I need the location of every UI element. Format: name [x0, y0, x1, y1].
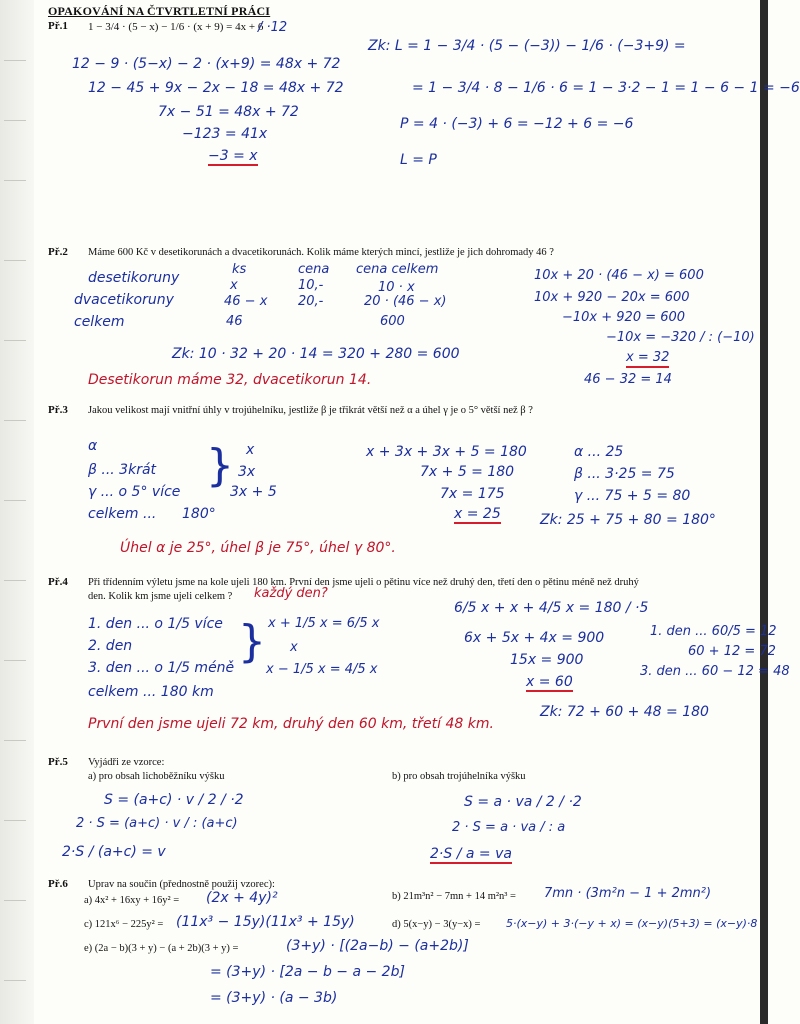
coins-row-total-count: 46 — [226, 314, 243, 329]
exercise-6-label: Př.6 — [48, 878, 68, 890]
exercise-5b-step-2: 2 · S = a · va / : a — [452, 820, 566, 835]
coins-row-total-label: celkem — [74, 314, 125, 330]
day-1-row: 1. den ... o 1/5 více — [88, 616, 223, 632]
exercise-5b-step-1: S = a · va / 2 / ·2 — [464, 794, 582, 810]
exercise-3-beta-value: β ... 3·25 = 75 — [574, 466, 675, 482]
margin-mark — [4, 340, 26, 341]
exercise-5b-label: b) pro obsah trojúhelníka výšku — [392, 771, 526, 782]
exercise-2-step-4: −10x = −320 / : (−10) — [606, 330, 755, 345]
margin-mark — [4, 580, 26, 581]
day-2-row: 2. den — [88, 638, 133, 654]
margin-mark — [4, 60, 26, 61]
day-1-expr: x + 1/5 x = 6/5 x — [268, 616, 380, 631]
angle-total-value: 180° — [182, 506, 216, 522]
scan-edge — [760, 0, 768, 1024]
exercise-2-check: Zk: 10 · 32 + 20 · 14 = 320 + 280 = 600 — [172, 346, 460, 362]
exercise-6d-task: d) 5(x−y) − 3(y−x) = — [392, 919, 481, 930]
brace-mark: } — [206, 440, 234, 491]
day-2-expr: x — [290, 640, 298, 655]
exercise-1-step-2: 12 − 45 + 9x − 2x − 18 = 48x + 72 — [88, 80, 344, 96]
exercise-3-check: Zk: 25 + 75 + 80 = 180° — [540, 512, 716, 528]
coins-row-tens-count: x — [230, 278, 238, 293]
exercise-4-check: Zk: 72 + 60 + 48 = 180 — [540, 704, 709, 720]
angle-alpha-expr: x — [246, 442, 255, 458]
margin-mark — [4, 500, 26, 501]
exercise-4-correction: každý den? — [254, 586, 328, 601]
exercise-1-result: −3 = x — [208, 148, 258, 164]
coins-table-head-total: cena celkem — [356, 262, 439, 277]
exercise-6c-answer: (11x³ − 15y)(11x³ + 15y) — [176, 914, 355, 930]
angle-beta-row: β ... 3krát — [88, 462, 157, 478]
margin-mark — [4, 900, 26, 901]
exercise-3-step-2: 7x + 5 = 180 — [420, 464, 515, 480]
coins-row-twenties-total: 20 · (46 − x) — [364, 294, 447, 309]
exercise-2-task: Máme 600 Kč v desetikorunách a dvacetikorunách. Kolik máme kterých mincí, jestliže je jich dohromady 46 ? — [88, 247, 554, 258]
exercise-4-result: x = 60 — [526, 674, 573, 690]
exercise-1-step-1: 12 − 9 · (5−x) − 2 · (x+9) = 48x + 72 — [72, 56, 341, 72]
margin-mark — [4, 180, 26, 181]
exercise-6d-answer: 5·(x−y) + 3·(−y + x) = (x−y)(5+3) = (x−y)·8 — [506, 917, 758, 930]
day-3-row: 3. den ... o 1/5 méně — [88, 660, 235, 676]
exercise-2-step-1: 10x + 20 · (46 − x) = 600 — [534, 268, 704, 283]
exercise-5a-step-2: 2 · S = (a+c) · v / : (a+c) — [76, 816, 238, 831]
exercise-5-label: Př.5 — [48, 756, 68, 768]
exercise-1-label: Př.1 — [48, 20, 68, 32]
exercise-2-step-3: −10x + 920 = 600 — [562, 310, 686, 325]
exercise-2-step-2: 10x + 920 − 20x = 600 — [534, 290, 690, 305]
exercise-4-day-1-value: 60 + 12 = 72 — [688, 644, 776, 659]
exercise-2-answer: Desetikorun máme 32, dvacetikorun 14. — [88, 372, 372, 388]
exercise-3-gamma-value: γ ... 75 + 5 = 80 — [574, 488, 691, 504]
coins-row-tens-label: desetikoruny — [88, 270, 180, 286]
coins-row-twenties-count: 46 − x — [224, 294, 268, 309]
exercise-4-day-3-calc: 3. den ... 60 − 12 = 48 — [640, 664, 790, 679]
brace-mark: } — [238, 616, 266, 667]
exercise-4-step-3: 15x = 900 — [510, 652, 584, 668]
angle-total-row: celkem ... — [88, 506, 157, 522]
exercise-1-check-equal: L = P — [400, 152, 437, 168]
exercise-4-day-1-calc: 1. den ... 60/5 = 12 — [650, 624, 777, 639]
coins-row-tens-price: 10,- — [298, 278, 324, 293]
margin-mark — [4, 260, 26, 261]
exercise-3-alpha-value: α ... 25 — [574, 444, 624, 460]
exercise-5a-label: a) pro obsah lichoběžníku výšku — [88, 771, 225, 782]
exercise-6a-task: a) 4x² + 16xy + 16y² = — [84, 895, 180, 906]
margin-mark — [4, 980, 26, 981]
exercise-4-step-2: 6x + 5x + 4x = 900 — [464, 630, 605, 646]
exercise-2-remainder: 46 − 32 = 14 — [584, 372, 672, 387]
angle-gamma-expr: 3x + 5 — [230, 484, 277, 500]
exercise-1-check-right: P = 4 · (−3) + 6 = −12 + 6 = −6 — [400, 116, 634, 132]
exercise-4-task-line-2: den. Kolik km jsme ujeli celkem ? — [88, 591, 233, 602]
exercise-6c-task: c) 121x⁶ − 225y² = — [84, 919, 164, 930]
coins-row-total-value: 600 — [380, 314, 405, 329]
exercise-5a-step-1: S = (a+c) · v / 2 / ·2 — [104, 792, 244, 808]
exercise-6e-task: e) (2a − b)(3 + y) − (a + 2b)(3 + y) = — [84, 943, 239, 954]
angle-alpha-row: α — [88, 438, 98, 454]
exercise-1-task: 1 − 3/4 · (5 − x) − 1/6 · (x + 9) = 4x + 6 — [88, 21, 264, 33]
day-3-expr: x − 1/5 x = 4/5 x — [266, 662, 378, 677]
exercise-6a-answer: (2x + 4y)² — [206, 890, 278, 906]
exercise-1-multiplier: / ·12 — [258, 20, 288, 35]
exercise-5a-result: 2·S / (a+c) = v — [62, 844, 166, 860]
exercise-6-task: Uprav na součin (přednostně použij vzorec): — [88, 879, 275, 890]
exercise-6e-step-1: (3+y) · [(2a−b) − (a+2b)] — [286, 938, 469, 954]
exercise-4-task-line-1: Při třídenním výletu jsme na kole ujeli 180 km. První den jsme ujeli o pětinu více než druhý den, třetí den o pětinu méně než druhý — [88, 577, 639, 588]
exercise-1-check-left-eval: = 1 − 3/4 · 8 − 1/6 · 6 = 1 − 3·2 − 1 = 1 − 6 − 1 = −6 — [412, 80, 800, 96]
margin-mark — [4, 120, 26, 121]
exercise-4-step-1: 6/5 x + x + 4/5 x = 180 / ·5 — [454, 600, 649, 616]
angle-beta-expr: 3x — [238, 464, 256, 480]
exercise-6e-step-2: = (3+y) · [2a − b − a − 2b] — [210, 964, 405, 980]
coins-table-head-price: cena — [298, 262, 330, 277]
exercise-6b-answer: 7mn · (3m²n − 1 + 2mn²) — [544, 886, 712, 901]
exercise-1-check-left: Zk: L = 1 − 3/4 · (5 − (−3)) − 1/6 · (−3+9) = — [368, 38, 686, 54]
coins-row-twenties-label: dvacetikoruny — [74, 292, 174, 308]
exercise-4-label: Př.4 — [48, 576, 68, 588]
margin-mark — [4, 740, 26, 741]
coins-row-twenties-price: 20,- — [298, 294, 324, 309]
exercise-3-step-3: 7x = 175 — [440, 486, 505, 502]
exercise-3-step-1: x + 3x + 3x + 5 = 180 — [366, 444, 527, 460]
coins-row-tens-total: 10 · x — [378, 280, 415, 295]
exercise-6e-step-3: = (3+y) · (a − 3b) — [210, 990, 338, 1006]
margin-mark — [4, 420, 26, 421]
exercise-3-result: x = 25 — [454, 506, 501, 522]
exercise-2-label: Př.2 — [48, 246, 68, 258]
exercise-3-answer: Úhel α je 25°, úhel β je 75°, úhel γ 80°. — [120, 540, 396, 556]
exercise-3-task: Jakou velikost mají vnitřní úhly v trojúhelníku, jestliže β je třikrát větší než α a úhel γ je o 5° větší než β ? — [88, 405, 533, 416]
days-total-row: celkem ... 180 km — [88, 684, 214, 700]
margin-mark — [4, 660, 26, 661]
margin-mark — [4, 820, 26, 821]
exercise-2-result: x = 32 — [626, 350, 669, 368]
page-title: OPAKOVÁNÍ NA ČTVRTLETNÍ PRÁCI — [48, 4, 271, 18]
exercise-3-label: Př.3 — [48, 404, 68, 416]
coins-table-head-count: ks — [232, 262, 247, 277]
exercise-5-task: Vyjádři ze vzorce: — [88, 757, 165, 768]
exercise-6b-task: b) 21m³n² − 7mn + 14 m²n³ = — [392, 891, 516, 902]
exercise-1-step-4: −123 = 41x — [182, 126, 268, 142]
exercise-4-answer: První den jsme ujeli 72 km, druhý den 60 km, třetí 48 km. — [88, 716, 494, 732]
exercise-5b-result: 2·S / a = va — [430, 846, 512, 862]
scan-margin — [0, 0, 34, 1024]
exercise-1-step-3: 7x − 51 = 48x + 72 — [158, 104, 299, 120]
angle-gamma-row: γ ... o 5° více — [88, 484, 181, 500]
